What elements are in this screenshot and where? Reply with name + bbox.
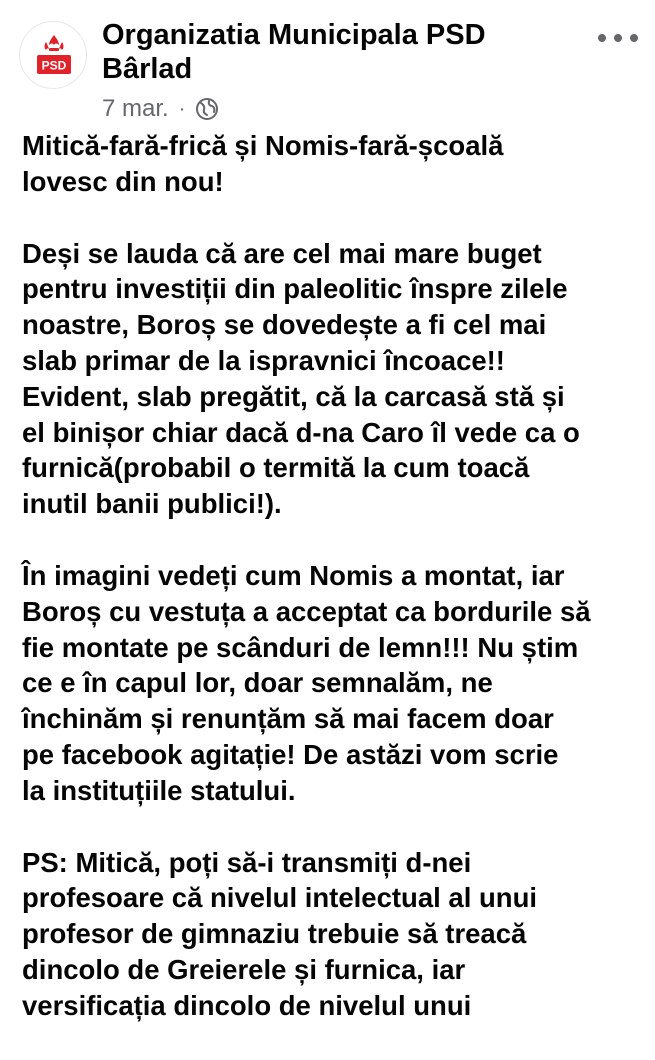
post-line: lovesc din nou!: [22, 165, 224, 197]
post-line: închinăm și renunțăm să mai facem doar: [22, 703, 554, 735]
post-line: versificația dincolo de nivelul unui: [22, 989, 472, 1021]
post-line: Deși se lauda că are cel mai mare buget: [22, 237, 542, 269]
more-options-icon-dot: [614, 34, 622, 42]
post-line: slab primar de la ispravnici încoace!!: [22, 344, 505, 376]
post-paragraph-1: [22, 128, 644, 200]
post-line: dincolo de Greierele și furnica, iar: [22, 953, 466, 985]
post-text: [22, 128, 644, 1060]
post-line: PS: Mitică, poți să-i transmiți d-nei: [22, 846, 472, 878]
post-line: ce e în capul lor, doar semnalăm, ne: [22, 667, 493, 699]
more-options-icon-dot: [630, 34, 638, 42]
post-line: furnică(probabil o termită la cum toacă: [22, 452, 530, 484]
more-options-icon: [598, 34, 606, 42]
more-options-button[interactable]: [598, 26, 638, 50]
post-line: profesor de gimnaziu trebuie să treacă: [22, 918, 527, 950]
post-line: Mitică-fară-frică și Nomis-fară-școală: [22, 130, 504, 161]
page-avatar[interactable]: [19, 21, 87, 89]
post-line: În imagini vedeți cum Nomis a montat, iar: [22, 559, 565, 591]
post-paragraph-2: [22, 236, 644, 522]
post-line: pentru investiții din paleolitic înspre zilele: [22, 273, 568, 305]
post-line: la instituțiile statului.: [22, 774, 296, 806]
page-name-line-2: Bârlad: [102, 53, 193, 85]
avatar-text: PSD: [41, 58, 67, 73]
page-name-line-1: Organizatia Municipala PSD: [102, 19, 486, 51]
post-line: el binișor chiar dacă d-na Caro îl vede ca o: [22, 416, 580, 448]
post-line: noastre, Boroș se dovedește a fi cel mai: [22, 309, 547, 341]
post-line: inutil banii publici!).: [22, 488, 282, 520]
globe-icon: [195, 97, 219, 121]
meta-separator: ·: [178, 97, 186, 120]
post-paragraph-3: [22, 558, 644, 809]
psd-logo: [20, 22, 88, 90]
post-line: fie montate pe scânduri de lemn!!! Nu știm: [22, 631, 579, 663]
post-line: profesoare că nivelul intelectual al unui: [22, 882, 538, 914]
post-line: pe facebook agitație! De astăzi vom scrie: [22, 738, 559, 770]
post-meta: [102, 92, 219, 126]
page-name[interactable]: [102, 18, 542, 86]
post-line: Evident, slab pregătit, că la carcasă stă și: [22, 380, 565, 412]
post-date[interactable]: 7 mar.: [102, 95, 169, 122]
post-header: [0, 0, 655, 130]
post-paragraph-4: [22, 845, 644, 1024]
post-line: Boroș cu vestuța a acceptat ca bordurile să: [22, 595, 591, 627]
